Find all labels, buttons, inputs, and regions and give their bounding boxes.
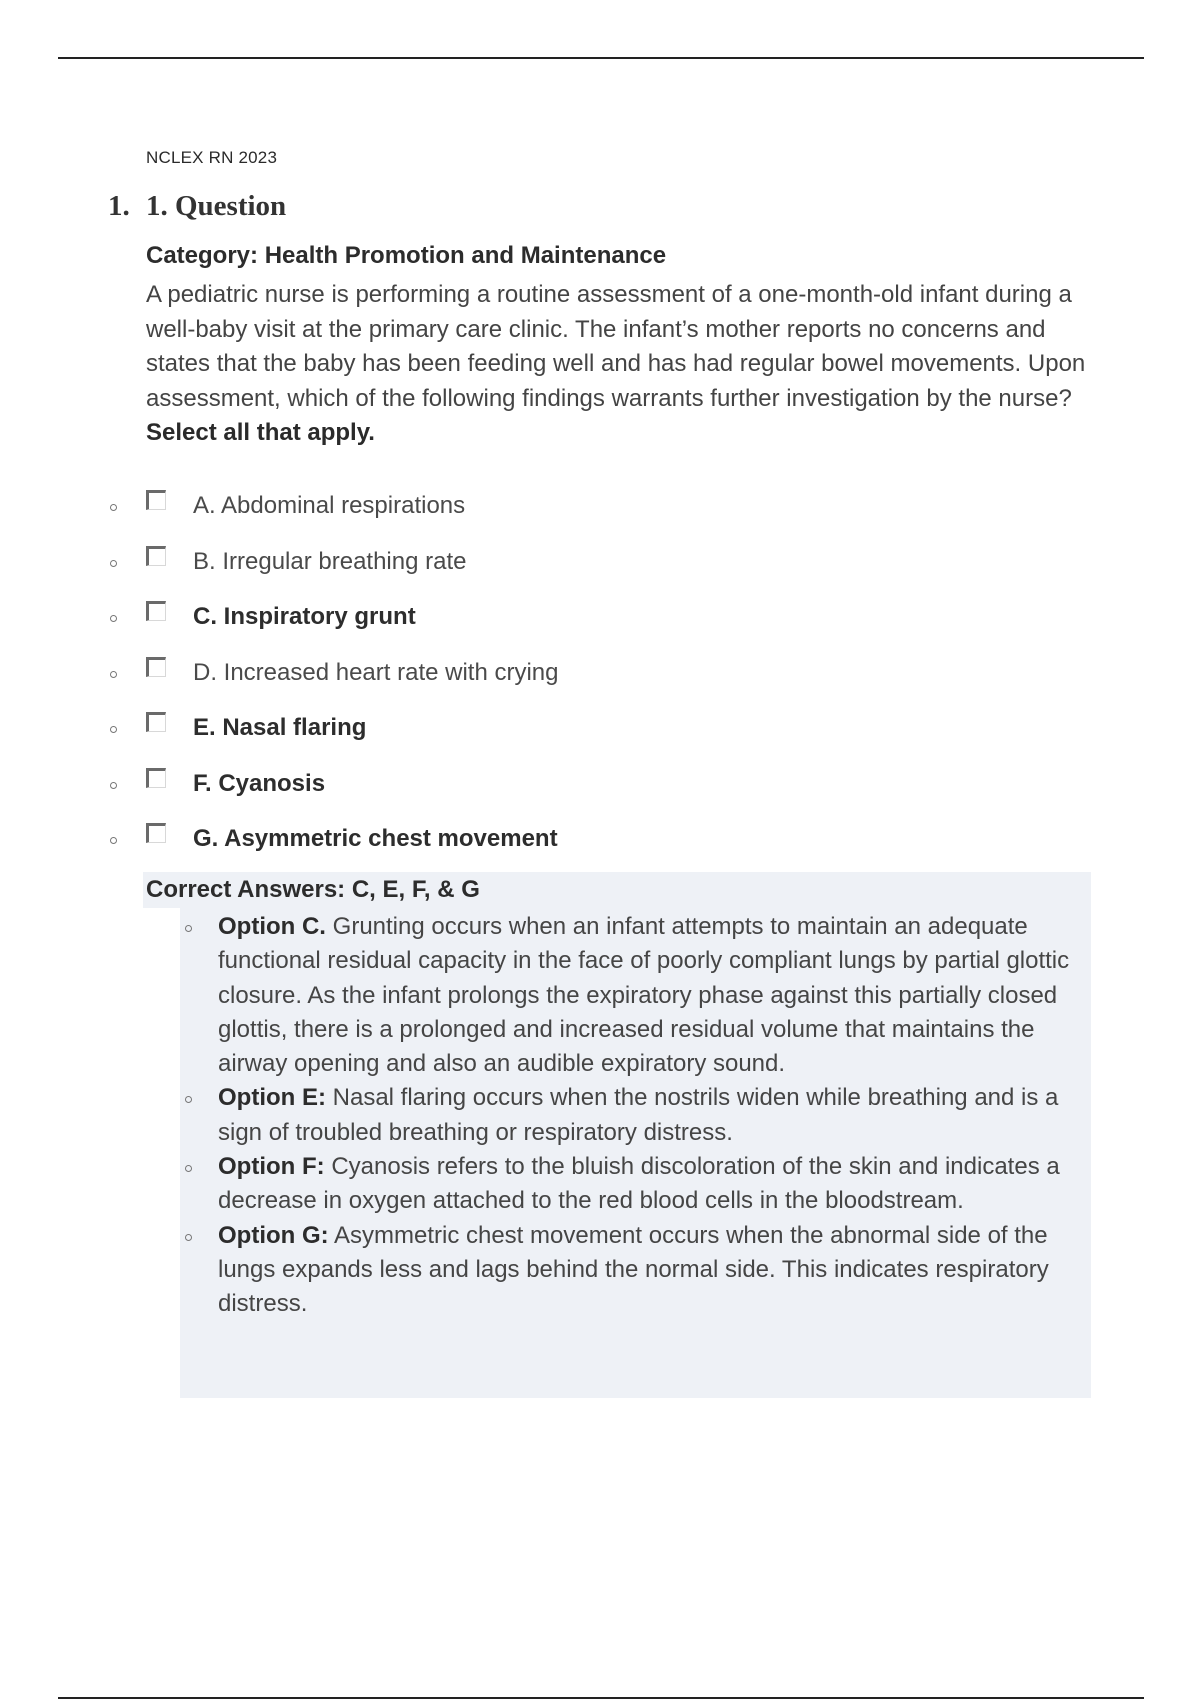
option-label: E. Nasal flaring xyxy=(193,714,367,741)
option-checkbox[interactable] xyxy=(146,546,166,566)
answer-option[interactable] xyxy=(0,540,1200,596)
rationale-list xyxy=(143,910,1091,1322)
rationale-option-label: Option G: xyxy=(218,1221,329,1249)
list-bullet-icon xyxy=(185,1165,192,1172)
question-instruction: Select all that apply. xyxy=(146,419,375,446)
answer-option[interactable] xyxy=(0,817,1200,873)
list-bullet-icon xyxy=(110,504,117,511)
list-bullet-icon xyxy=(110,726,117,733)
correct-answers-panel xyxy=(143,872,1091,1398)
answer-options-list xyxy=(0,484,1200,873)
list-bullet-icon xyxy=(185,925,192,932)
option-checkbox[interactable] xyxy=(146,601,166,621)
list-bullet-icon xyxy=(185,1234,192,1241)
document-header: NCLEX RN 2023 xyxy=(146,148,278,167)
option-checkbox[interactable] xyxy=(146,823,166,843)
answer-option[interactable] xyxy=(0,706,1200,762)
question-list-number: 1. xyxy=(108,190,130,222)
option-label: C. Inspiratory grunt xyxy=(193,603,416,630)
question-stem xyxy=(146,278,1086,451)
option-checkbox[interactable] xyxy=(146,712,166,732)
rationale-option-label: Option C. xyxy=(218,913,326,940)
question-title: 1. Question xyxy=(146,190,287,222)
list-bullet-icon xyxy=(110,782,117,789)
option-checkbox[interactable] xyxy=(146,768,166,788)
answer-option[interactable] xyxy=(0,762,1200,818)
option-label: A. Abdominal respirations xyxy=(193,492,466,519)
list-bullet-icon xyxy=(110,615,117,622)
option-label: B. Irregular breathing rate xyxy=(193,547,467,575)
rationale-option-label: Option E: xyxy=(218,1084,326,1112)
rationale-item xyxy=(143,1219,1083,1322)
rationale-text: Grunting occurs when an infant attempts to maintain an adequate functional residual capacity in the face of poorly compliant lungs by partial glottic closure. As the infant prolongs the expiratory phase against this partially closed glottis, there is a prolonged and increased residual volume that maintains the airway opening and also an audible expiratory sound. xyxy=(218,913,1070,1078)
list-bullet-icon xyxy=(185,1096,192,1103)
rationale-text: Cyanosis refers to the bluish discoloration of the skin and indicates a decrease in oxygen attached to the red blood cells in the bloodstream. xyxy=(218,1153,1060,1215)
option-checkbox[interactable] xyxy=(146,657,166,677)
rationale-item xyxy=(143,1150,1083,1219)
top-rule xyxy=(58,57,1144,59)
list-bullet-icon xyxy=(110,837,117,844)
question-stem-text: A pediatric nurse is performing a routine assessment of a one-month-old infant during a well-baby visit at the primary care clinic. The infant’s mother reports no concerns and states that the baby has been feeding well and has had regular bowel movements. Upon assessment, which of the following findings warrants further investigation by the nurse? xyxy=(146,281,1086,412)
rationale-text: Nasal flaring occurs when the nostrils widen while breathing and is a sign of troubled breathing or respiratory distress. xyxy=(218,1084,1059,1146)
answer-option[interactable] xyxy=(0,595,1200,651)
correct-answers-title: Correct Answers: C, E, F, & G xyxy=(146,876,480,903)
rationale-text: Asymmetric chest movement occurs when the abnormal side of the lungs expands less and lags behind the normal side. This indicates respiratory distress. xyxy=(218,1221,1049,1318)
option-label: F. Cyanosis xyxy=(193,769,326,797)
option-checkbox[interactable] xyxy=(146,490,166,510)
rationale-item xyxy=(143,1081,1083,1150)
bottom-rule xyxy=(58,1697,1144,1699)
answer-option[interactable] xyxy=(0,651,1200,707)
answer-option[interactable] xyxy=(0,484,1200,540)
question-heading xyxy=(108,190,286,223)
question-category: Category: Health Promotion and Maintenance xyxy=(146,242,667,269)
rationale-item xyxy=(143,910,1083,1081)
list-bullet-icon xyxy=(110,671,117,678)
list-bullet-icon xyxy=(110,560,117,567)
rationale-option-label: Option F: xyxy=(218,1153,325,1181)
option-label: D. Increased heart rate with crying xyxy=(193,658,559,686)
option-label: G. Asymmetric chest movement xyxy=(193,825,558,852)
